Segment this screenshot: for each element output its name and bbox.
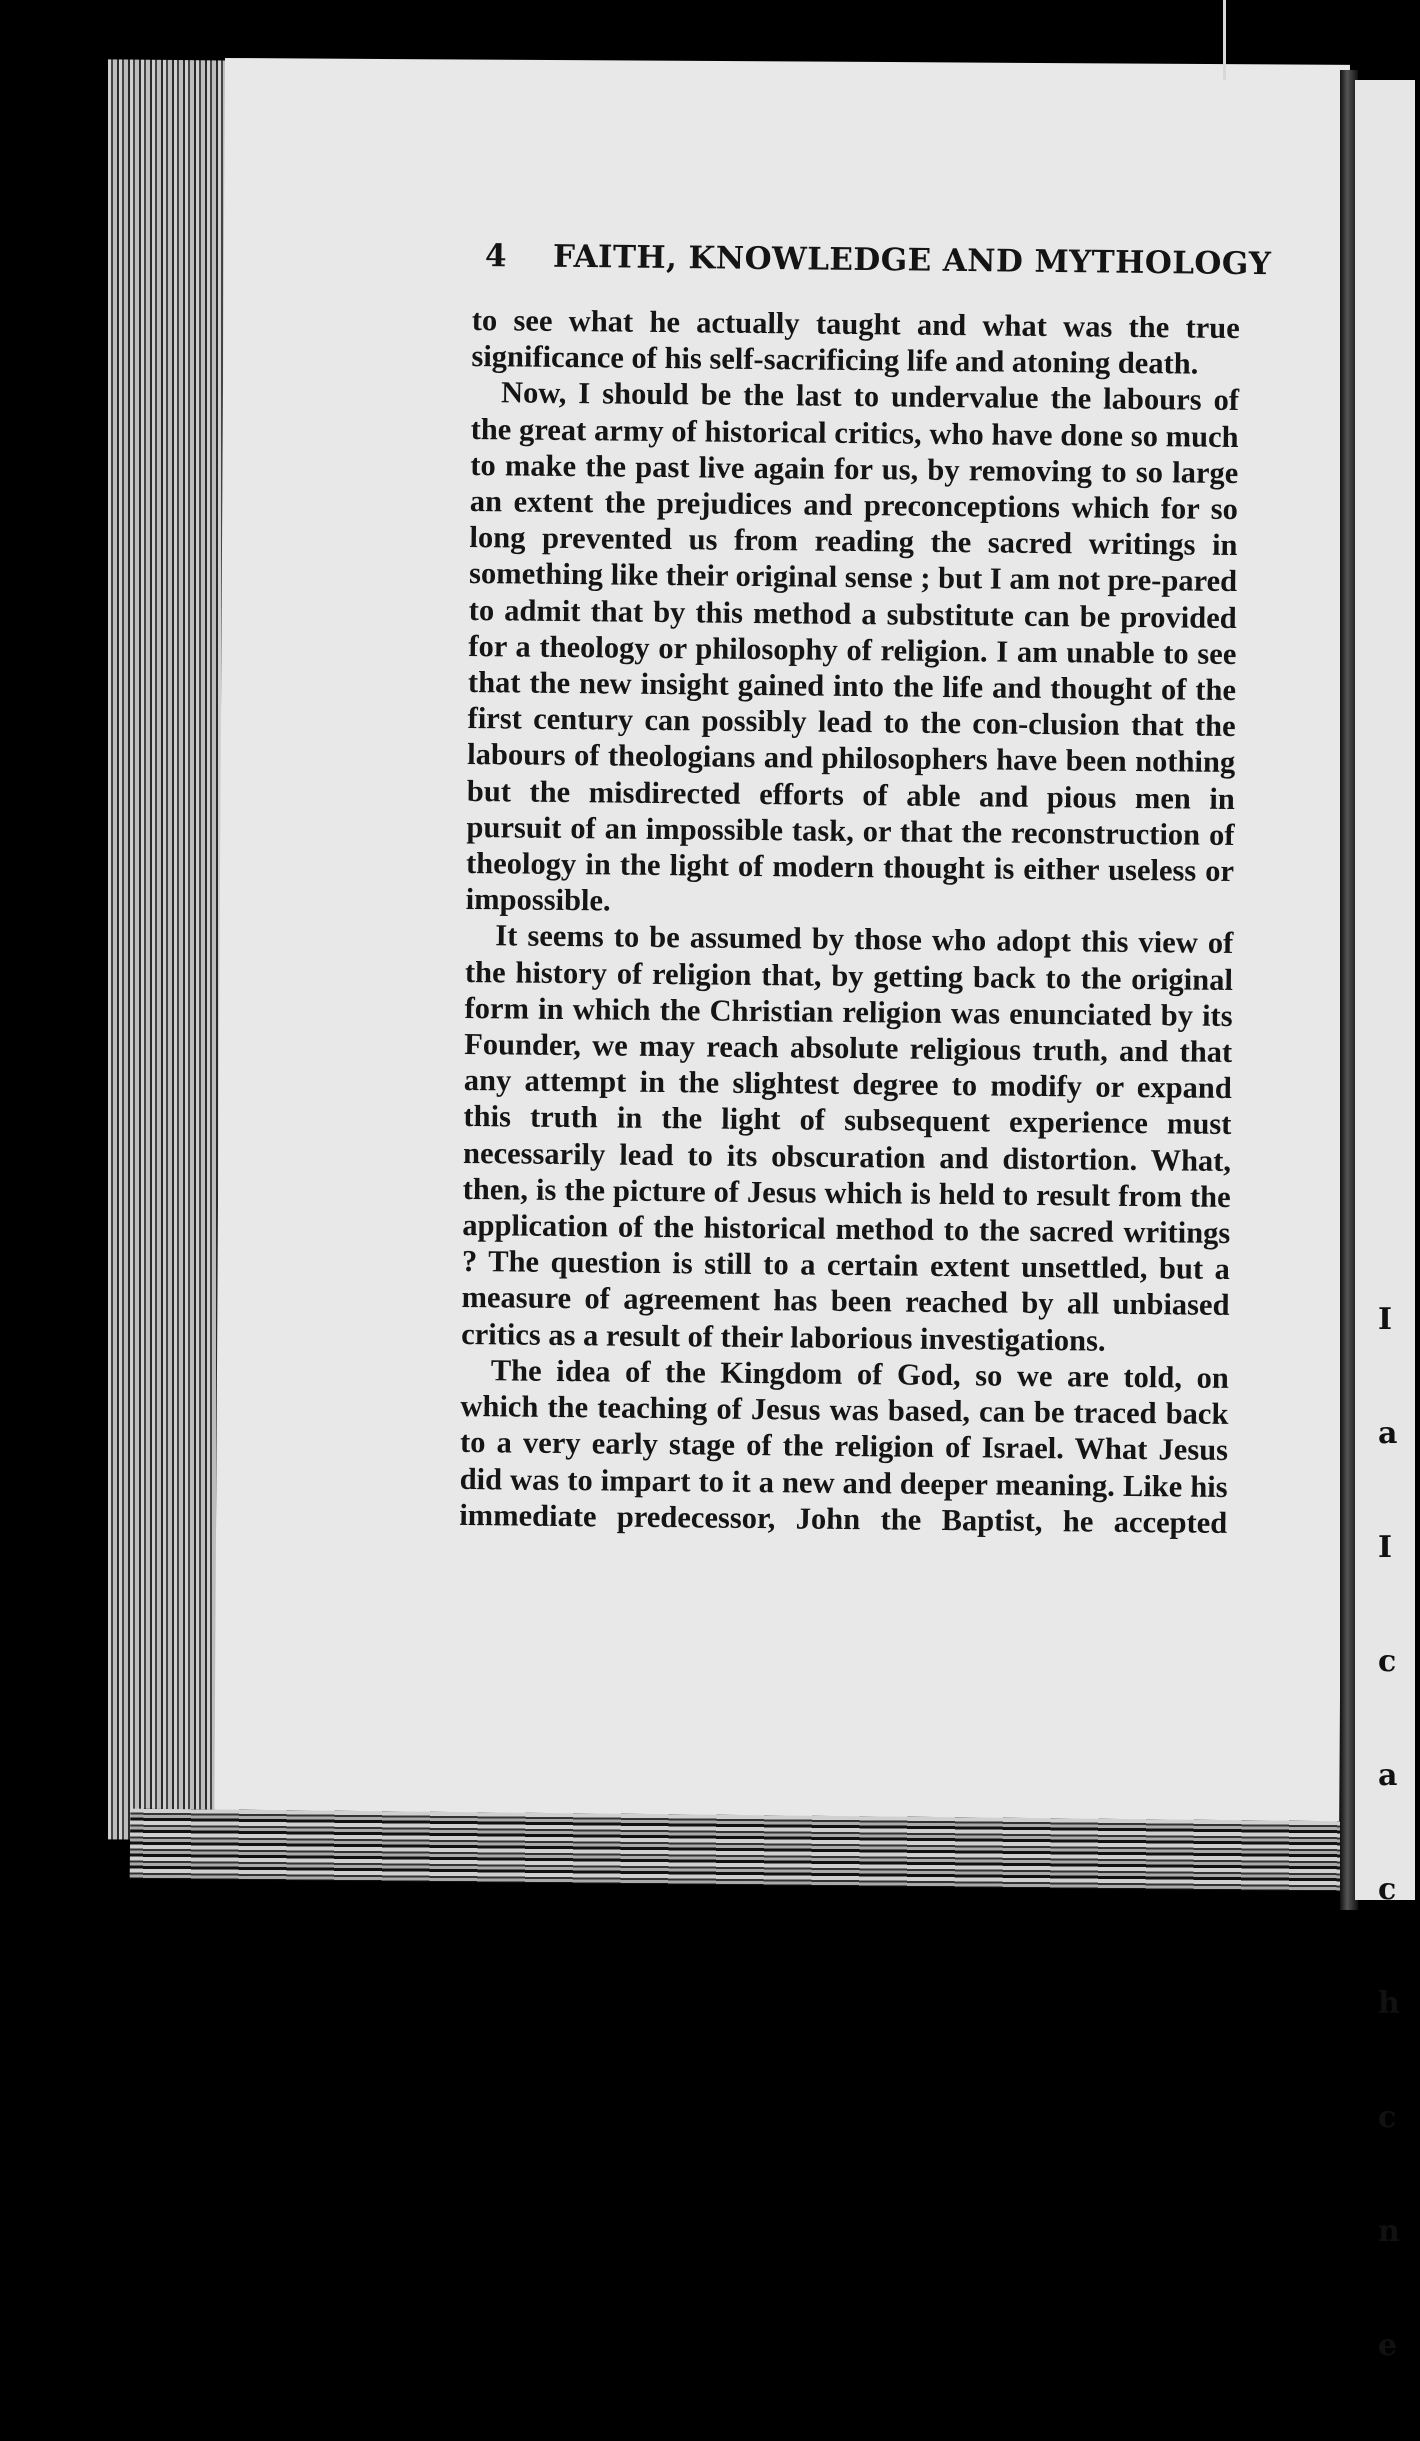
paragraph-continued: to see what he actually taught and what was the true significance of his self-sacrificing life and atoning death. — [471, 302, 1240, 381]
page-number: 4 — [484, 238, 507, 275]
scan-artifact-line — [1223, 0, 1226, 80]
facing-line: h — [1378, 1986, 1400, 2021]
facing-line: c — [1378, 1644, 1397, 1679]
running-head-title: FAITH, KNOWLEDGE AND MYTHOLOGY — [552, 238, 1272, 283]
facing-line: I — [1378, 1530, 1393, 1565]
running-head — [484, 238, 1272, 283]
paragraph: Now, I should be the last to undervalue the labours of the great army of historical critics, who have done so much to make the past live again for us, by removing to so large an extent the prejudices and preconceptions which for so long prevented us from reading the sacred writings in something like their original sense ; but I am not pre-pared to admit that by this method a substitute can be provided for a theology or philosophy of religion. I am unable to see that the new insight gained into the life and thought of the first century can possibly lead to the con-clusion that the labours of theologians and philosophers have been nothing but the misdirected efforts of able and pious men in pursuit of an impossible task, or that the reconstruction of theology in the light of modern thought is either useless or impossible. — [465, 375, 1240, 918]
facing-line: a — [1378, 1416, 1398, 1451]
facing-line: a — [1378, 1758, 1398, 1793]
paragraph: The idea of the Kingdom of God, so we are told, on which the teaching of Jesus was based, can be traced back to a very early stage of the religion of Israel. What Jesus did was to impart to it a new and deeper meaning. Like his immediate predecessor, John the Baptist, he accepted — [459, 1353, 1229, 1540]
facing-line: c — [1378, 1872, 1397, 1907]
facing-page-text-fragment — [1378, 1225, 1420, 2441]
page-body — [459, 302, 1240, 1541]
facing-line: I — [1378, 1302, 1393, 1337]
facing-line: e — [1378, 2328, 1398, 2363]
bottom-page-edges — [130, 1809, 1351, 1892]
facing-line: c — [1378, 2100, 1397, 2135]
facing-line: n — [1378, 2214, 1400, 2249]
paragraph: It seems to be assumed by those who adopt this view of the history of religion that, by getting back to the original form in which the Christian religion was enunciated by its Founder, we may reach absolute religious truth, and that any attempt in the slightest degree to modify or expand this truth in the light of subsequent experience must necessarily lead to its obscuration and distortion. What, then, is the picture of Jesus which is held to result from the application of the historical method to the sacred writings ? The question is still to a certain extent unsettled, but a measure of agreement has been reached by all unbiased critics as a result of their laborious investigations. — [461, 918, 1234, 1358]
